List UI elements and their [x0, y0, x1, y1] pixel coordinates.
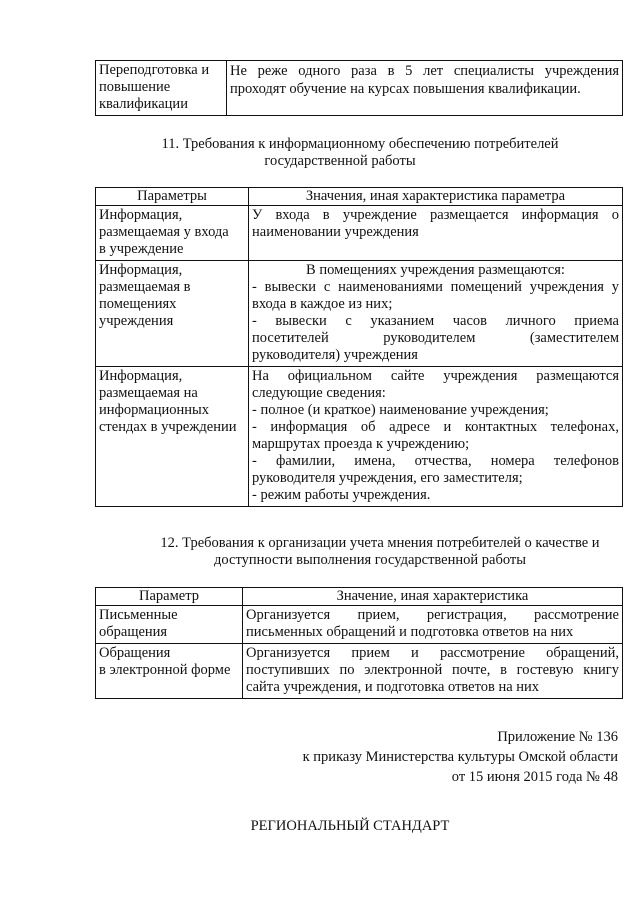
param-line: в учреждение — [99, 241, 184, 257]
value-line: На официальном сайте учреждения размещаются — [252, 368, 619, 384]
value-line: посетителей руководителем (заместителем — [252, 330, 619, 346]
value-line: У входа в учреждение размещается информация о — [252, 207, 619, 223]
table-header-row — [96, 588, 623, 606]
header-param: Параметр — [96, 588, 243, 606]
value-line: - полное (и краткое) наименование учреждения; — [252, 402, 549, 418]
param-line: Информация, — [99, 262, 183, 278]
param-line: размещаемая на — [99, 385, 198, 401]
value-line: входа в каждое из них; — [252, 296, 393, 312]
value-cell — [243, 644, 623, 699]
param-line: квалификации — [99, 96, 188, 112]
table-header-row — [96, 188, 623, 206]
table-information — [95, 187, 623, 507]
param-line: Информация, — [99, 207, 183, 223]
param-line: учреждения — [99, 313, 174, 329]
table-row — [96, 606, 623, 644]
param-cell — [96, 367, 249, 507]
param-cell — [96, 261, 249, 367]
section-11-title-line2: государственной работы — [264, 153, 416, 169]
value-line: наименовании учреждения — [252, 224, 419, 240]
appendix-number: Приложение № 136 — [497, 729, 618, 745]
value-line: - вывески с указанием часов личного приема — [252, 313, 619, 329]
param-line: информационных — [99, 402, 209, 418]
header-value: Значения, иная характеристика параметра — [249, 188, 623, 206]
param-line: обращения — [99, 624, 168, 640]
value-line: Не реже одного раза в 5 лет специалисты учреждения — [230, 63, 619, 79]
value-cell — [227, 61, 623, 116]
header-param: Параметры — [96, 188, 249, 206]
value-cell — [249, 367, 623, 507]
table-row — [96, 206, 623, 261]
appendix-date: от 15 июня 2015 года № 48 — [451, 769, 618, 785]
table-row — [96, 61, 623, 116]
appendix-order: к приказу Министерства культуры Омской области — [302, 749, 618, 765]
table-row — [96, 367, 623, 507]
section-12-title-line2: доступности выполнения государственной работы — [214, 552, 526, 568]
appendix-block — [218, 727, 618, 787]
param-cell — [96, 606, 243, 644]
value-line: маршрутах проезда к учреждению; — [252, 436, 470, 452]
value-line: руководителя учреждения, его заместителя; — [252, 470, 523, 486]
param-line: Обращения — [99, 645, 171, 661]
param-line: размещаемая в — [99, 279, 191, 295]
value-line: В помещениях учреждения размещаются: — [306, 262, 565, 278]
value-line: - информация об адресе и контактных телефонах, — [252, 419, 619, 435]
value-line: - фамилии, имена, отчества, номера телефонов — [252, 453, 619, 469]
section-11-title — [120, 136, 600, 170]
value-line: руководителя) учреждения — [252, 347, 418, 363]
param-line: повышение — [99, 79, 171, 95]
param-line: Информация, — [99, 368, 183, 384]
value-line: поступивших по электронной почте, в гостевую книгу — [246, 662, 619, 678]
param-cell — [96, 206, 249, 261]
value-cell — [249, 206, 623, 261]
value-line: сайта учреждения, и подготовка ответов на них — [246, 679, 540, 695]
value-line: следующие сведения: — [252, 385, 386, 401]
param-line: размещаемая у входа — [99, 224, 229, 240]
param-cell — [96, 61, 227, 116]
param-line: помещениях — [99, 296, 177, 312]
value-line: - режим работы учреждения. — [252, 487, 431, 503]
param-line: в электронной форме — [99, 662, 231, 678]
param-line: Письменные — [99, 607, 178, 623]
section-12-title — [130, 535, 630, 569]
value-cell — [243, 606, 623, 644]
value-line: проходят обучение на курсах повышения квалификации. — [230, 81, 581, 97]
table-qualification — [95, 60, 623, 116]
param-line: Переподготовка и — [99, 62, 210, 78]
value-line: Организуется прием и рассмотрение обращений, — [246, 645, 619, 661]
value-line: письменных обращений и подготовка ответов на них — [246, 624, 574, 640]
section-11-title-line1: 11. Требования к информационному обеспечению потребителей — [161, 136, 559, 152]
value-line: Организуется прием, регистрация, рассмотрение — [246, 607, 619, 623]
standard-title: РЕГИОНАЛЬНЫЙ СТАНДАРТ — [250, 818, 450, 834]
table-feedback — [95, 587, 623, 699]
table-row — [96, 644, 623, 699]
value-cell — [249, 261, 623, 367]
section-12-title-line1: 12. Требования к организации учета мнения потребителей о качестве и — [160, 535, 600, 551]
header-value: Значение, иная характеристика — [243, 588, 623, 606]
param-cell — [96, 644, 243, 699]
value-line: - вывески с наименованиями помещений учреждения у — [252, 279, 619, 295]
param-line: стендах в учреждении — [99, 419, 237, 435]
table-row — [96, 261, 623, 367]
